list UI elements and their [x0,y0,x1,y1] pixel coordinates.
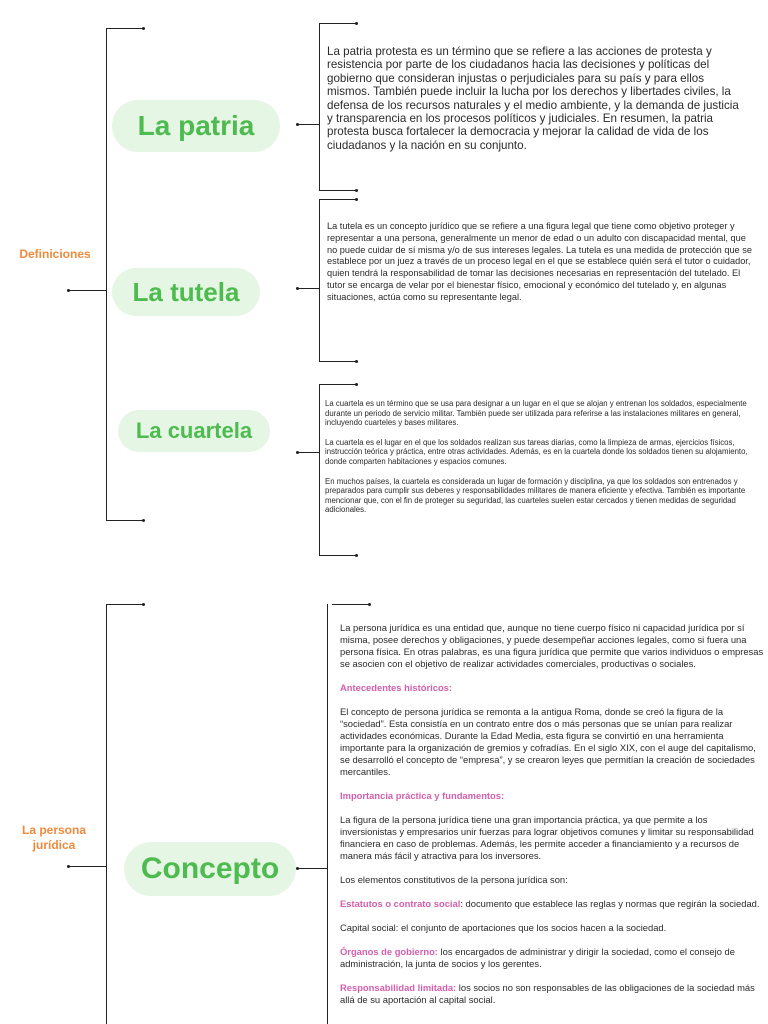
branch-text-la-patria: La patria protesta es un término que se refiere a las acciones de protesta y resistencia por parte de los ciudadanos hacia las decisiones y políticas del gobierno que consideran injustas o perjudiciales para su país y para ellos mismos. También puede incluir la lucha por los derechos y libertades civiles, la defensa de los recursos naturales y el medio ambiente, y la demanda de justicia y transparencia en los procesos políticos y judiciales. En resumen, la patria protesta busca fortalecer la democracia y mejorar la calidad de vida de los ciudadanos y la nación en su conjunto. [327,45,739,152]
connector-line [298,452,319,453]
bracket-line [327,604,328,1024]
branch-text-concepto: La persona jurídica es una entidad que, aunque no tiene cuerpo físico ni capacidad jurídica por sí misma, posee derechos y obligaciones, y puede desempeñar acciones legales, como si fuera una persona física. En otras palabras, es una figura jurídica que permite que varios individuos o empresas se asocien con el objetivo de realizar actividades comerciales, productivas o sociales. Antecedentes históricos: El concepto de persona jurídica se remonta a la antigua Roma, donde se creó la figura de la “sociedad”. Esta consistía en un contrato entre dos o más personas que se unían para realizar actividades económicas. Durante la Edad Media, esta figura se convirtió en una herramienta importante para la organización de gremios y cofradías. En el siglo XIX, con el auge del capitalismo, se desarrolló el concepto de “empresa”, y se crearon leyes que permitían la creación de sociedades mercantiles. Importancia práctica y fundamentos: La figura de la persona jurídica tiene una gran importancia práctica, ya que permite a los inversionistas y empresarios unir fuerzas para lograr objetivos comunes y limitar su responsabilidad financiera en caso de problemas. Además, les permite acceder a financiamiento y a recursos de manera más fácil y atractiva para los inversores. Los elementos constitutivos de la persona jurídica son: Estatutos o contrato social: documento que establece las reglas y normas que regirán la sociedad. Capital social: el conjunto de aportaciones que los socios hacen a la sociedad. Órganos de gobierno: los encargados de administrar y dirigir la sociedad, como el consejo de administración, la junta de socios y los gerentes. Responsabilidad limitada: los socios no son responsables de las obligaciones de la sociedad más allá de su aportación al capital social. [340,622,764,1005]
bracket-line [319,384,356,385]
bracket-line [106,520,143,521]
connector-line [298,868,327,869]
branch-node-la-patria: La patria [112,100,280,152]
connector-line [69,866,106,867]
connector-dot [142,603,145,606]
bracket-line [332,604,369,605]
branch-node-concepto: Concepto [124,842,296,896]
bracket-line [319,361,356,362]
bracket-line [106,604,143,605]
branch-node-la-tutela: La tutela [112,268,260,316]
connector-line [298,288,319,289]
bracket-line [106,604,107,1024]
root-node-definiciones: Definiciones [19,247,91,261]
term-estatutos: Estatutos o contrato social [340,898,461,909]
connector-line [69,290,106,291]
bracket-line [106,28,143,29]
heading-antecedentes: Antecedentes históricos: [340,682,453,693]
bracket-line [319,199,356,200]
connector-dot [368,603,371,606]
branch-text-la-tutela: La tutela es un concepto jurídico que se refiere a una figura legal que tiene como objetivo proteger y representar a una persona, generalmente un menor de edad o un adulto con discapacidad mental, que no puede cuidar de sí misma y/o de sus intereses legales. La tutela es una medida de protección que se establece por un juez a través de un proceso legal en el que se establece quién será el tutor o cuidador, quien tendrá la responsabilidad de tomar las decisiones necesarias en representación del tutelado. El tutor se encarga de velar por el bienestar físico, emocional y económico del tutelado y, en algunas situaciones, actúa como su representante legal. [327,221,752,302]
connector-line [298,124,319,125]
bracket-line [319,555,356,556]
branch-node-la-cuartela: La cuartela [118,410,270,452]
connector-dot [355,360,358,363]
bracket-line [319,190,356,191]
bracket-line [319,23,356,24]
connector-dot [142,519,145,522]
bracket-line [319,199,320,362]
branch-text-la-cuartela: La cuartela es un término que se usa para designar a un lugar en el que se alojan y entrenan los soldados, especialmente durante un periodo de servicio militar. También puede ser utilizada para referirse a las instalaciones militares en general, incluyendo cuarteles y bases militares. La cuartela es el lugar en el que los soldados realizan sus tareas diarias, como la limpieza de armas, ejercicios físicos, instrucción teórica y práctica, entre otras actividades. Además, es en la cuartela donde los soldados tienen su alojamiento, donde comparten habitaciones y espacios comunes. En muchos países, la cuartela es considerada un lugar de formación y disciplina, ya que los soldados son entrenados y preparados para cumplir sus deberes y responsabilidades militares de manera eficiente y efectiva. También es importante mencionar que, con el fin de proteger su seguridad, las cuarteles suelen estar cercados y tienen medidas de seguridad adicionales. [325,399,748,515]
term-organos: Órganos de gobierno: [340,946,438,957]
connector-dot [355,22,358,25]
bracket-line [106,28,107,521]
connector-dot [142,27,145,30]
connector-dot [355,189,358,192]
heading-importancia: Importancia práctica y fundamentos: [340,790,505,801]
connector-dot [355,554,358,557]
bracket-line [319,23,320,191]
bracket-line [319,384,320,556]
term-responsabilidad: Responsabilidad limitada: [340,982,457,993]
connector-dot [355,383,358,386]
connector-dot [355,198,358,201]
root-node-persona-juridica: La persona jurídica [21,823,87,852]
